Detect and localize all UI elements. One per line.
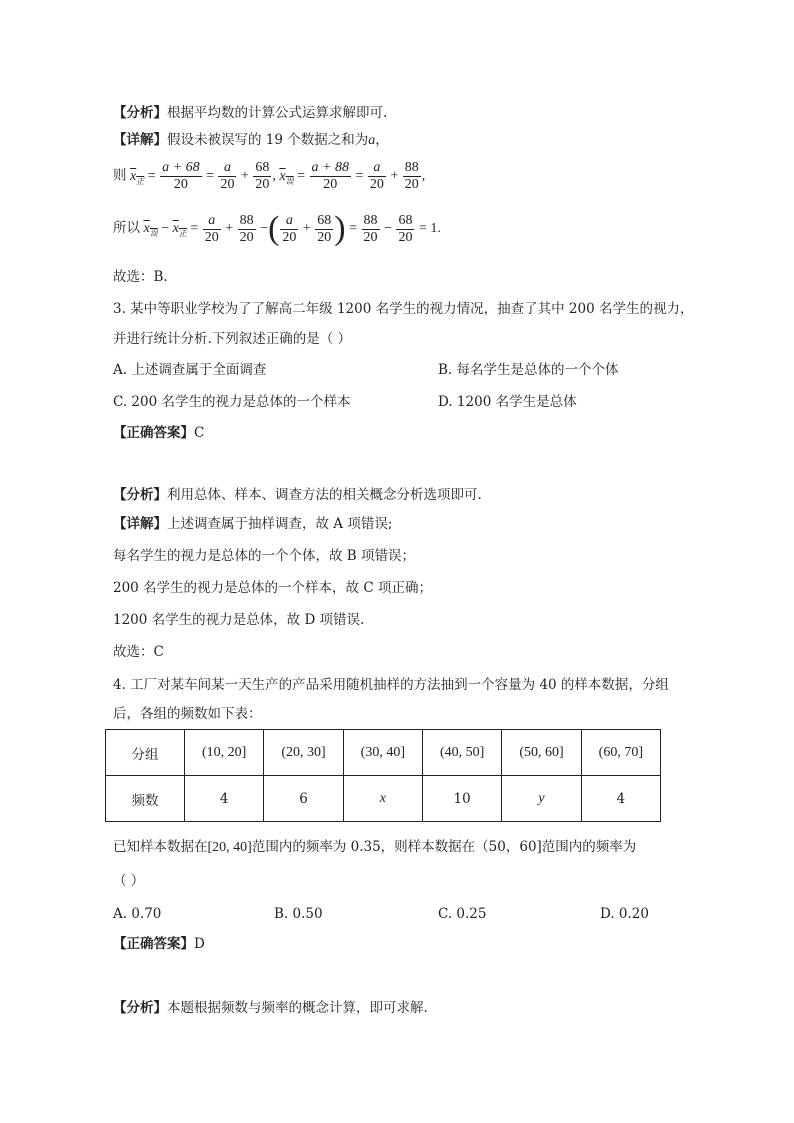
q3-answer bbox=[113, 424, 204, 442]
q3-detail-4: 1200 名学生的视力是总体，故 D 项错误. bbox=[113, 612, 365, 628]
q4-blank: （ ） bbox=[113, 873, 145, 889]
result: 1 bbox=[430, 221, 438, 237]
q3-analysis bbox=[113, 486, 482, 504]
q2-mean-equations: 则 $x_正$ = $\frac{a + 68}{20}$ = $\frac{a}{20}$ + $\frac{68}{20}$ , $x_误$ = $\frac{a + 88}{20}$ = $\frac{a}{20}$ + $\frac{88}{20}$ , bbox=[113, 160, 426, 192]
detail-tag: 【详解】 bbox=[113, 132, 167, 148]
analysis-text: 利用总体、样本、调查方法的相关概念分析选项即可. bbox=[167, 487, 482, 503]
q2-detail bbox=[113, 131, 389, 150]
q3-stem-1: 3. 某中等职业学校为了了解高二年级 1200 名学生的视力情况，抽查了其中 200 名学生的视力， bbox=[113, 301, 694, 317]
fraction: $\frac{68}{20}$ bbox=[317, 212, 332, 245]
answer-value: D bbox=[194, 936, 205, 952]
q4-answer bbox=[113, 935, 205, 953]
q4-analysis bbox=[113, 999, 428, 1017]
table-row bbox=[106, 776, 661, 822]
q3-detail-1 bbox=[113, 515, 392, 533]
q4-option-c: C. 0.25 bbox=[438, 906, 487, 922]
table-cell: (60, 70] bbox=[581, 730, 660, 776]
table-row bbox=[106, 730, 661, 776]
comma: ， bbox=[375, 132, 389, 148]
then-label: 则 bbox=[113, 167, 127, 184]
q3-option-d: D. 1200 名学生是总体 bbox=[438, 394, 577, 410]
mean-x-correct: $x_正$ bbox=[172, 221, 187, 239]
table-cell: y bbox=[502, 776, 581, 822]
table-cell: (30, 40] bbox=[343, 730, 422, 776]
q4-stem-2: 后，各组的频数如下表： bbox=[113, 706, 262, 722]
condition-text: 已知样本数据在 bbox=[113, 839, 208, 855]
q3-option-b: B. 每名学生是总体的一个个体 bbox=[438, 362, 619, 378]
q3-detail-3: 200 名学生的视力是总体的一个样本，故 C 项正确； bbox=[113, 580, 432, 596]
mean-x-wrong: $x_误$ bbox=[143, 221, 158, 239]
q3-stem-2: 并进行统计分析.下列叙述正确的是（ ） bbox=[113, 331, 352, 347]
analysis-text: 本题根据频数与频率的概念计算，即可求解. bbox=[167, 1000, 428, 1016]
analysis-tag: 【分析】 bbox=[113, 487, 167, 503]
table-cell: 分组 bbox=[106, 730, 185, 776]
condition-text: 范围内的频率为 0.35，则样本数据在（50，60]范围内的频率为 bbox=[251, 839, 637, 855]
table-cell: 4 bbox=[185, 776, 264, 822]
q3-answer-line: 故选：C bbox=[113, 644, 164, 660]
analysis-tag: 【分析】 bbox=[113, 105, 167, 121]
fraction: $\frac{a + 68}{20}$ bbox=[162, 160, 200, 192]
fraction: $\frac{a}{20}$ bbox=[282, 212, 297, 245]
fraction: $\frac{a}{20}$ bbox=[220, 160, 235, 192]
fraction: $\frac{68}{20}$ bbox=[398, 212, 413, 245]
fraction: $\frac{a}{20}$ bbox=[204, 212, 219, 245]
table-cell: 10 bbox=[422, 776, 501, 822]
interval: [20, 40] bbox=[207, 840, 252, 855]
answer-value: C bbox=[194, 425, 205, 441]
detail-tag: 【详解】 bbox=[113, 516, 167, 532]
table-cell: (40, 50] bbox=[422, 730, 501, 776]
q4-option-a: A. 0.70 bbox=[113, 906, 162, 922]
so-label: 所以 bbox=[113, 220, 140, 237]
q3-option-c: C. 200 名学生的视力是总体的一个样本 bbox=[113, 394, 351, 410]
answer-tag: 【正确答案】 bbox=[113, 936, 194, 952]
variable-a: a bbox=[368, 133, 376, 148]
q4-option-d: D. 0.20 bbox=[600, 906, 649, 922]
fraction: $\frac{88}{20}$ bbox=[404, 160, 419, 192]
q2-difference: 所以 $x_误 - x_正$ = $\frac{a}{20}$ + $\frac{88}{20}$ −( $\frac{a}{20}$ + $\frac{68}{20}$ ) = $\frac{88}{20}$ − $\frac{68}{20}$ = 1. bbox=[113, 210, 441, 247]
q2-analysis bbox=[113, 104, 387, 122]
table-cell: 频数 bbox=[106, 776, 185, 822]
detail-text: 假设未被误写的 19 个数据之和为 bbox=[167, 132, 369, 148]
table-cell: (50, 60] bbox=[502, 730, 581, 776]
analysis-tag: 【分析】 bbox=[113, 1000, 167, 1016]
mean-x-wrong: $x_误$ bbox=[279, 168, 294, 186]
q4-stem-1: 4. 工厂对某车间某一天生产的产品采用随机抽样的方法抽到一个容量为 40 的样本数据，分组 bbox=[113, 677, 669, 693]
frequency-table bbox=[105, 729, 661, 822]
table-cell: (10, 20] bbox=[185, 730, 264, 776]
answer-tag: 【正确答案】 bbox=[113, 425, 194, 441]
table-cell: (20, 30] bbox=[264, 730, 343, 776]
fraction: $\frac{88}{20}$ bbox=[239, 212, 254, 245]
fraction: $\frac{68}{20}$ bbox=[255, 160, 270, 192]
table-cell: 4 bbox=[581, 776, 660, 822]
analysis-text: 根据平均数的计算公式运算求解即可. bbox=[167, 105, 388, 121]
table-cell: x bbox=[343, 776, 422, 822]
q3-option-a: A. 上述调查属于全面调查 bbox=[113, 362, 267, 378]
fraction: $\frac{88}{20}$ bbox=[363, 212, 378, 245]
fraction: $\frac{a + 88}{20}$ bbox=[311, 160, 349, 192]
mean-x-correct: $x_正$ bbox=[130, 168, 145, 186]
q3-detail-2: 每名学生的视力是总体的一个个体，故 B 项错误； bbox=[113, 548, 416, 564]
table-cell: 6 bbox=[264, 776, 343, 822]
fraction: $\frac{a}{20}$ bbox=[369, 160, 384, 192]
q2-answer-line: 故选：B. bbox=[113, 269, 168, 285]
detail-text: 上述调查属于抽样调查，故 A 项错误; bbox=[167, 516, 393, 532]
q4-condition bbox=[113, 838, 636, 857]
q4-option-b: B. 0.50 bbox=[274, 906, 323, 922]
